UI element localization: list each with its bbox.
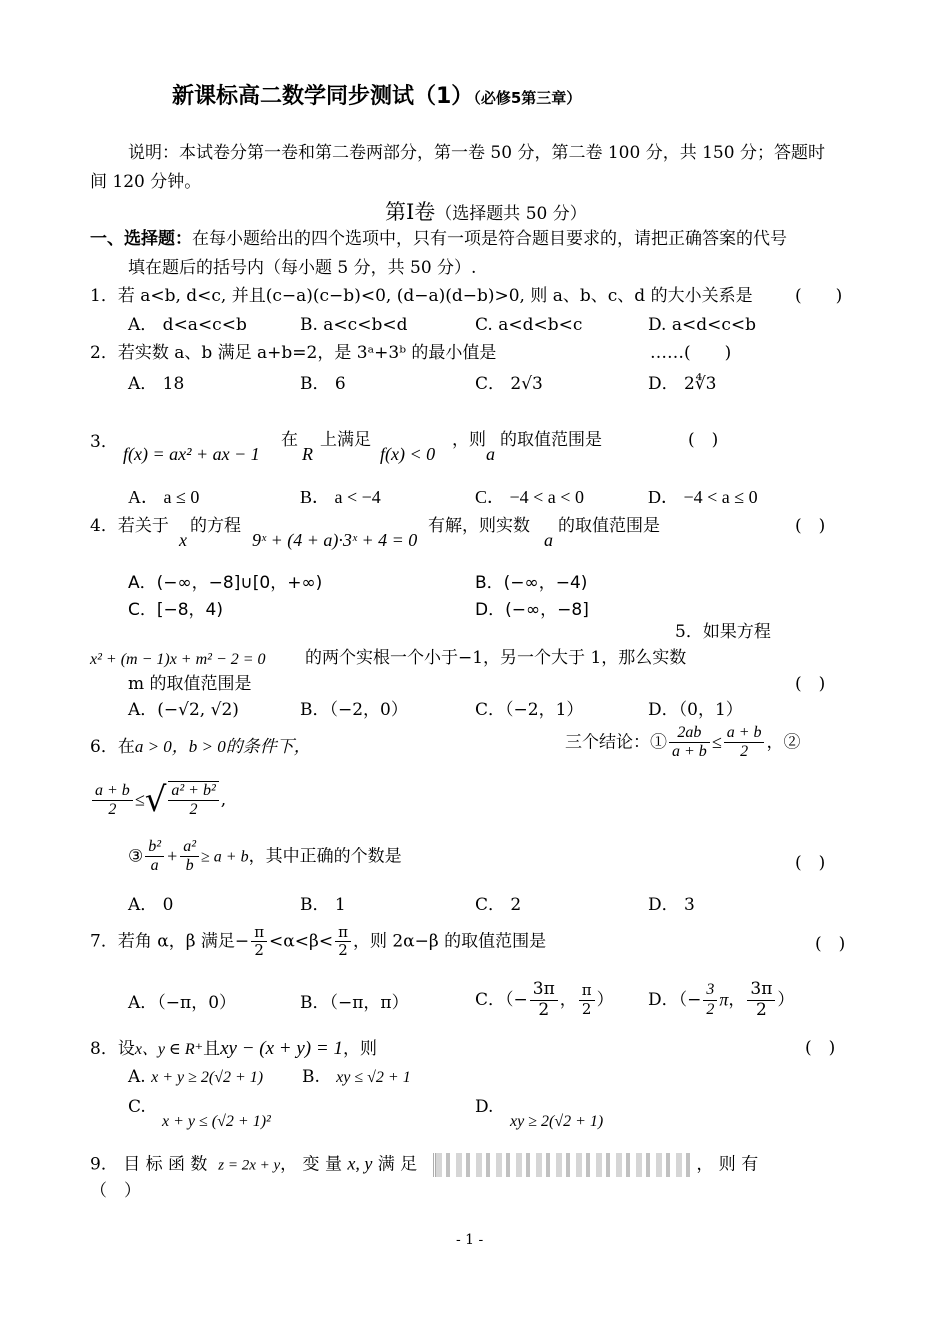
q7-d-end: ） [777, 989, 795, 1010]
question-2-stem: 2．若实数 a、b 满足 a+b=2，是 3ᵃ+3ᵇ 的最小值是 [90, 343, 497, 363]
q6-c3-numerator-2: a² [180, 838, 199, 857]
q7-c-numerator-2: π [579, 982, 595, 1000]
q6-fraction-3 [92, 782, 133, 820]
question-6-answer-blank: ( ) [795, 853, 826, 873]
intro-line-2: 间 120 分钟。 [90, 172, 202, 192]
radical-icon: √ [144, 780, 167, 820]
section-instructions [90, 229, 787, 249]
q6-option-d: D． 3 [648, 895, 695, 915]
q6-le-sign-2: ≤ [134, 789, 145, 810]
q6-c2-rad-numerator: a² + b² [168, 782, 218, 801]
q4-text-1: 的方程 [190, 516, 241, 536]
q3-option-a: A． a ≤ 0 [128, 487, 200, 507]
part-heading [385, 200, 587, 225]
q7-option-d [648, 980, 794, 1020]
q3-text-3: ，则 [452, 430, 486, 450]
q7-fraction-1 [251, 924, 267, 960]
q6-fraction-4 [168, 781, 218, 820]
q9-text-1: 9． 目 标 函 数 [90, 1154, 208, 1175]
q8-text-2: 且 [203, 1039, 221, 1059]
q7-d-fraction-1 [703, 981, 717, 1019]
q6-conclusion-3 [128, 838, 402, 876]
q7-d-numerator-1: 3 [703, 981, 717, 1000]
q4-option-d: D．(−∞，−8] [475, 600, 589, 620]
question-3-number: 3． [90, 432, 118, 452]
q3-option-d: D． −4 < a ≤ 0 [648, 487, 758, 507]
q7-pi-2: π [335, 924, 351, 942]
q8-option-c-label: C. [128, 1097, 146, 1117]
q6-fraction-1 [669, 724, 710, 762]
q8-condition: xy − (x + y) = 1 [220, 1038, 343, 1059]
q7-text-2: <α<β< [269, 931, 334, 952]
q7-d-numerator-2: 3π [747, 980, 775, 1001]
q6-option-c: C． 2 [475, 895, 522, 915]
section-text-1: 在每小题给出的四个选项中，只有一项是符合题目要求的，请把正确答案的代号 [192, 229, 787, 249]
q6-plus: + [166, 846, 179, 867]
q7-fraction-2 [335, 924, 351, 960]
q6-c2-denominator: 2 [108, 800, 117, 818]
q6-fraction-2 [724, 724, 765, 762]
question-7-answer-blank: ( ) [815, 934, 846, 954]
q7-text-3: ，则 2α−β 的取值范围是 [352, 931, 547, 952]
question-8-stem [90, 1038, 377, 1061]
q7-two-1: 2 [254, 941, 264, 960]
q3-domain: R [302, 444, 313, 464]
q7-c-fraction-1 [530, 980, 558, 1020]
q6-conclusion-1 [565, 724, 800, 762]
q7-d-denominator-1: 2 [706, 1000, 715, 1018]
page-number: - 1 - [456, 1232, 484, 1248]
q8-a-expr: x + y ≥ 2(√2 + 1) [151, 1069, 264, 1086]
q1-option-c: C. a<d<b<c [475, 315, 583, 335]
q7-c-denominator-2: 2 [581, 999, 592, 1018]
q8-option-b [302, 1067, 411, 1087]
q6-c3-denominator-1: a [150, 857, 159, 875]
q6-text-1: 6．在 [90, 737, 135, 757]
q4-option-a: A．(−∞，−8]∪[0，+∞) [128, 573, 323, 593]
q8-domain: x、y ∈ R⁺ [134, 1041, 204, 1058]
q6-c1-numerator: 2ab [669, 724, 710, 743]
q3-text-2: 上满足 [320, 430, 371, 450]
question-6-lead [90, 737, 311, 757]
q4-option-c: C．[−8，4) [128, 600, 224, 620]
q3-text-1: 在 [281, 430, 298, 450]
q9-text-2: ， 变 量 [280, 1154, 342, 1175]
page-title [172, 84, 581, 110]
q5-option-a: A．(−√2, √2) [128, 700, 239, 720]
q8-text-1: 8．设 [90, 1039, 135, 1059]
section-text-2: 填在题后的括号内（每小题 5 分，共 50 分）. [128, 258, 477, 278]
q7-d-lead: D．（− [648, 989, 702, 1010]
q7-c-mid: ， [559, 989, 577, 1010]
q6-separator: ，② [766, 732, 801, 753]
q4-text-2: 有解，则实数 [428, 516, 530, 536]
q6-c1-denominator: a + b [672, 743, 707, 761]
title-subtitle: （必修5第三章） [473, 89, 582, 107]
q6-comma: , [220, 790, 227, 811]
q6-conclusion-2 [90, 780, 226, 821]
q5-equation: x² + (m − 1)x + m² − 2 = 0 [90, 651, 266, 668]
q4-variable-x: x [179, 530, 187, 550]
q2-option-b: B． 6 [300, 374, 346, 394]
q8-option-a [128, 1067, 263, 1087]
q6-c3-lead: ③ [128, 846, 144, 867]
q8-option-d-label: D. [475, 1097, 494, 1117]
q7-c-numerator-1: 3π [530, 980, 558, 1001]
q8-text-3: ，则 [342, 1039, 377, 1059]
q3-variable: a [486, 444, 495, 464]
q8-option-c: x + y ≤ (√2 + 1)² [162, 1113, 271, 1130]
question-4-lead: 4．若关于 [90, 516, 169, 536]
q6-text-3: ，其中正确的个数是 [248, 846, 402, 867]
q5-option-b: B．（−2，0） [300, 700, 408, 720]
question-4-answer-blank: ( ) [795, 516, 826, 536]
section-label: 一、选择题： [90, 229, 192, 249]
q7-c-denominator-1: 2 [538, 999, 550, 1020]
q3-function: f(x) = ax² + ax − 1 [123, 444, 260, 464]
q7-c-end: ） [596, 989, 614, 1010]
q7-text-1: 7．若角 α，β 满足− [90, 931, 250, 952]
q6-c1r-numerator: a + b [724, 724, 765, 743]
q7-d-denominator-2: 2 [755, 999, 767, 1020]
part-heading-note: （选择题共 50 分） [435, 204, 587, 224]
part-heading-text: 第Ⅰ卷 [385, 200, 436, 224]
question-1-stem: 1．若 a<b, d<c, 并且(c−a)(c−b)<0, (d−a)(d−b)>0, 则 a、b、c、d 的大小关系是 [90, 286, 753, 306]
q2-option-a: A． 18 [128, 374, 185, 394]
q6-text-2: 三个结论：① [565, 732, 667, 753]
q6-le-sign: ≤ [711, 732, 722, 753]
q7-d-fraction-2 [747, 980, 775, 1020]
q7-two-2: 2 [338, 941, 348, 960]
q6-option-a: A． 0 [128, 895, 174, 915]
intro-line-1: 说明：本试卷分第一卷和第二卷两部分，第一卷 50 分，第二卷 100 分，共 150 分；答题时 [128, 143, 825, 163]
q4-variable-a: a [544, 530, 553, 550]
q6-c3-numerator-1: b² [145, 838, 164, 857]
question-5-answer-blank: ( ) [795, 674, 826, 694]
q4-option-b: B．(−∞，−4) [475, 573, 588, 593]
q7-option-c [475, 980, 614, 1020]
q8-b-expr: xy ≤ √2 + 1 [336, 1069, 411, 1086]
question-9-answer-blank: （ ） [90, 1181, 141, 1201]
q1-option-d: D. a<d<c<b [648, 315, 756, 335]
q7-d-pi: π [719, 989, 729, 1010]
q5-text-2: m 的取值范围是 [128, 674, 252, 694]
q6-c3-denominator-2: b [185, 857, 194, 875]
q6-c2-rad-denominator: 2 [189, 801, 198, 819]
question-1-answer-blank: ( ) [795, 286, 843, 306]
q9-objective: z = 2x + y [218, 1157, 281, 1174]
q6-fraction-6 [180, 838, 199, 876]
q7-pi-1: π [251, 924, 267, 942]
q9-text-4: ， 则 有 [696, 1154, 759, 1175]
question-3-answer-blank: ( ) [688, 430, 719, 450]
title-text: 新课标高二数学同步测试（1） [172, 84, 474, 109]
question-8-answer-blank: ( ) [805, 1038, 836, 1058]
q3-option-b: B． a < −4 [300, 487, 381, 507]
q5-option-c: C．（−2，1） [475, 700, 584, 720]
q6-c1r-denominator: 2 [740, 743, 749, 761]
q7-option-a: A．（−π，0） [128, 993, 237, 1013]
q8-b-label: B. [302, 1067, 320, 1087]
q6-condition: a > 0，b > 0的条件下， [134, 737, 311, 756]
q7-option-b: B．（−π，π） [300, 993, 409, 1013]
q1-option-b: B. a<c<b<d [300, 315, 408, 335]
q2-option-d: D． 2∜3 [648, 374, 717, 394]
q8-a-label: A. [128, 1067, 146, 1087]
q6-c2-numerator: a + b [92, 782, 133, 801]
q5-text-1: 的两个实根一个小于−1，另一个大于 1，那么实数 [305, 648, 687, 668]
q3-condition: f(x) < 0 [380, 444, 436, 464]
q3-text-4: 的取值范围是 [500, 430, 602, 450]
q1-option-a: A． d<a<c<b [128, 315, 247, 335]
q6-fraction-5 [145, 838, 164, 876]
question-9-stem [90, 1153, 758, 1177]
q3-option-c: C． −4 < a < 0 [475, 487, 584, 507]
q7-c-fraction-2 [579, 982, 595, 1018]
q7-c-lead: C．（− [475, 989, 528, 1010]
question-5-lead: 5．如果方程 [675, 622, 771, 642]
q5-option-d: D．（0，1） [648, 700, 743, 720]
question-2-answer-blank: ……( ) [650, 343, 732, 363]
q6-c3-tail: ≥ a + b [201, 848, 249, 866]
question-7-stem [90, 924, 546, 960]
q9-variables: x, y [347, 1153, 373, 1174]
q9-text-3: 满 足 [377, 1154, 418, 1175]
q2-option-c: C． 2√3 [475, 374, 543, 394]
constraint-system-image [433, 1153, 696, 1177]
q4-text-3: 的取值范围是 [558, 516, 660, 536]
q7-d-mid: ， [728, 989, 746, 1010]
q6-option-b: B． 1 [300, 895, 346, 915]
q8-option-d: xy ≥ 2(√2 + 1) [510, 1113, 604, 1130]
q4-equation: 9ˣ + (4 + a)·3ˣ + 4 = 0 [252, 530, 418, 550]
